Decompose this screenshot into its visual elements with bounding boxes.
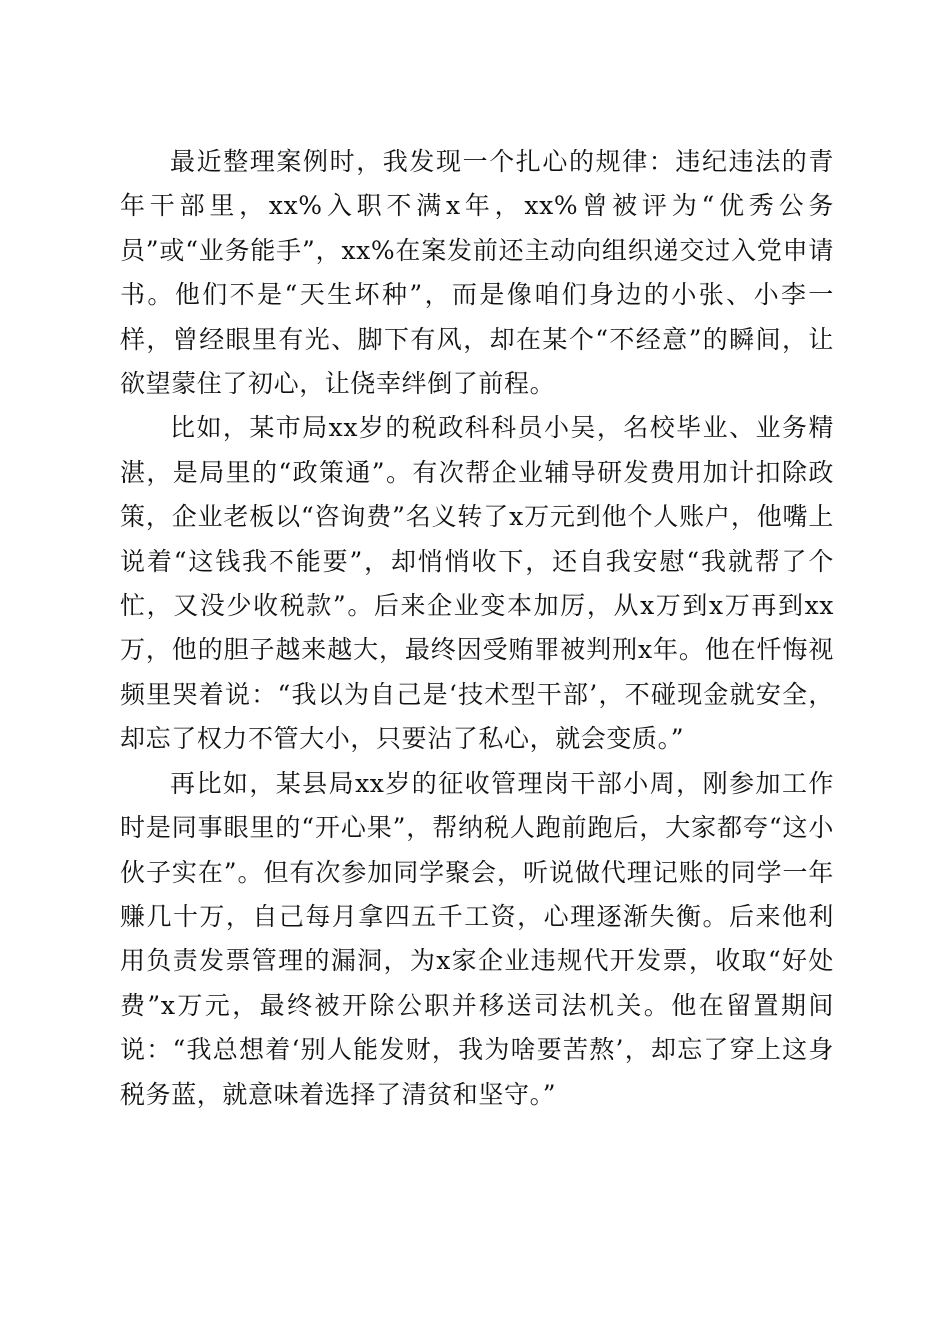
paragraph-case-xiaozhou: 再比如，某县局xx岁的征收管理岗干部小周，刚参加工作时是同事眼里的“开心果”，帮纳税人跑前跑后，大家都夸“这小伙子实在”。但有次参加同学聚会，听说做代理记账的同学一年赚几十万，自己每月拿四五千工资，心理逐渐失衡。后来他利用负责发票管理的漏洞，为x家企业违规代开发票，收取“好处费”x万元，最终被开除公职并移送司法机关。他在留置期间说：“我总想着‘别人能发财，我为啥要苦熬’，却忘了穿上这身税务蓝，就意味着选择了清贫和坚守。” xyxy=(120,768,834,1109)
paragraph-statistics: 最近整理案例时，我发现一个扎心的规律：违纪违法的青年干部里，xx%入职不满x年，xx%曾被评为“优秀公务员”或“业务能手”，xx%在案发前还主动向组织递交过入党申请书。他们不是“天生坏种”，而是像咱们身边的小张、小李一样，曾经眼里有光、脚下有风，却在某个“不经意”的瞬间，让欲望蒙住了初心，让侥幸绊倒了前程。 xyxy=(120,147,834,399)
paragraph-case-xiaowu: 比如，某市局xx岁的税政科科员小吴，名校毕业、业务精湛，是局里的“政策通”。有次帮企业辅导研发费用加计扣除政策，企业老板以“咨询费”名义转了x万元到他个人账户，他嘴上说着“这钱我不能要”，却悄悄收下，还自我安慰“我就帮了个忙，又没少收税款”。后来企业变本加厉，从x万到x万再到xx万，他的胆子越来越大，最终因受贿罪被判刑x年。他在忏悔视频里哭着说：“我以为自己是‘技术型干部’，不碰现金就安全，却忘了权力不管大小，只要沾了私心，就会变质。” xyxy=(120,413,834,754)
document-body xyxy=(120,140,834,1117)
